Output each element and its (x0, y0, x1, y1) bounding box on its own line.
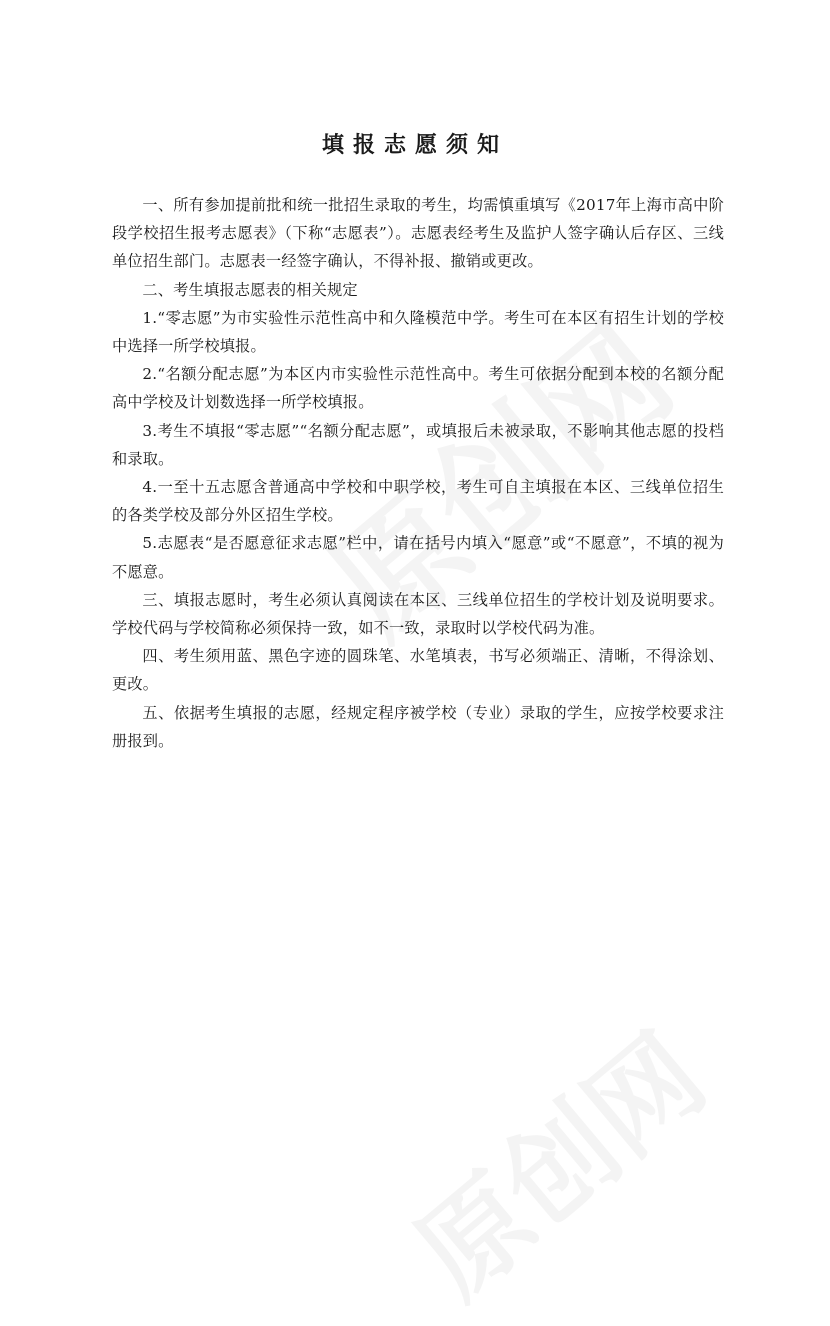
document-body (112, 191, 724, 755)
paragraph-rule-1: 1.“零志愿”为市实验性示范性高中和久隆模范中学。考生可在本区有招生计划的学校中选择一所学校填报。 (112, 308, 724, 356)
paragraph-rule-3: 3.考生不填报“零志愿”“名额分配志愿”，或填报后未被录取，不影响其他志愿的投档和录取。 (112, 421, 724, 468)
paragraph-section-3: 三、填报志愿时，考生必须认真阅读在本区、三线单位招生的学校计划及说明要求。学校代码与学校简称必须保持一致，如不一致，录取时以学校代码为准。 (112, 590, 724, 638)
page-title: 填报志愿须知 (321, 133, 508, 158)
paragraph-rule-4: 4.一至十五志愿含普通高中学校和中职学校，考生可自主填报在本区、三线单位招生的各类学校及部分外区招生学校。 (112, 478, 724, 525)
paragraph-section-2-heading: 二、考生填报志愿表的相关规定 (142, 280, 358, 299)
paragraph-rule-5: 5.志愿表“是否愿意征求志愿”栏中，请在括号内填入“愿意”或“不愿意”，不填的视为不愿意。 (112, 534, 724, 581)
paragraph-section-1: 一、所有参加提前批和统一批招生录取的考生，均需慎重填写《2017年上海市高中阶段学校招生报考志愿表》（下称“志愿表”）。志愿表经考生及监护人签字确认后存区、三线单位招生部门。志愿表一经签字确认，不得补报、撤销或更改。 (112, 196, 724, 271)
paragraph-rule-2: 2.“名额分配志愿”为本区内市实验性示范性高中。考生可依据分配到本校的名额分配高中学校及计划数选择一所学校填报。 (112, 365, 724, 412)
watermark (378, 992, 732, 1325)
paragraph-section-5: 五、依据考生填报的志愿，经规定程序被学校（专业）录取的学生，应按学校要求注册报到。 (112, 703, 724, 750)
paragraph-section-4: 四、考生须用蓝、黑色字迹的圆珠笔、水笔填表，书写必须端正、清晰，不得涂划、更改。 (112, 647, 724, 694)
